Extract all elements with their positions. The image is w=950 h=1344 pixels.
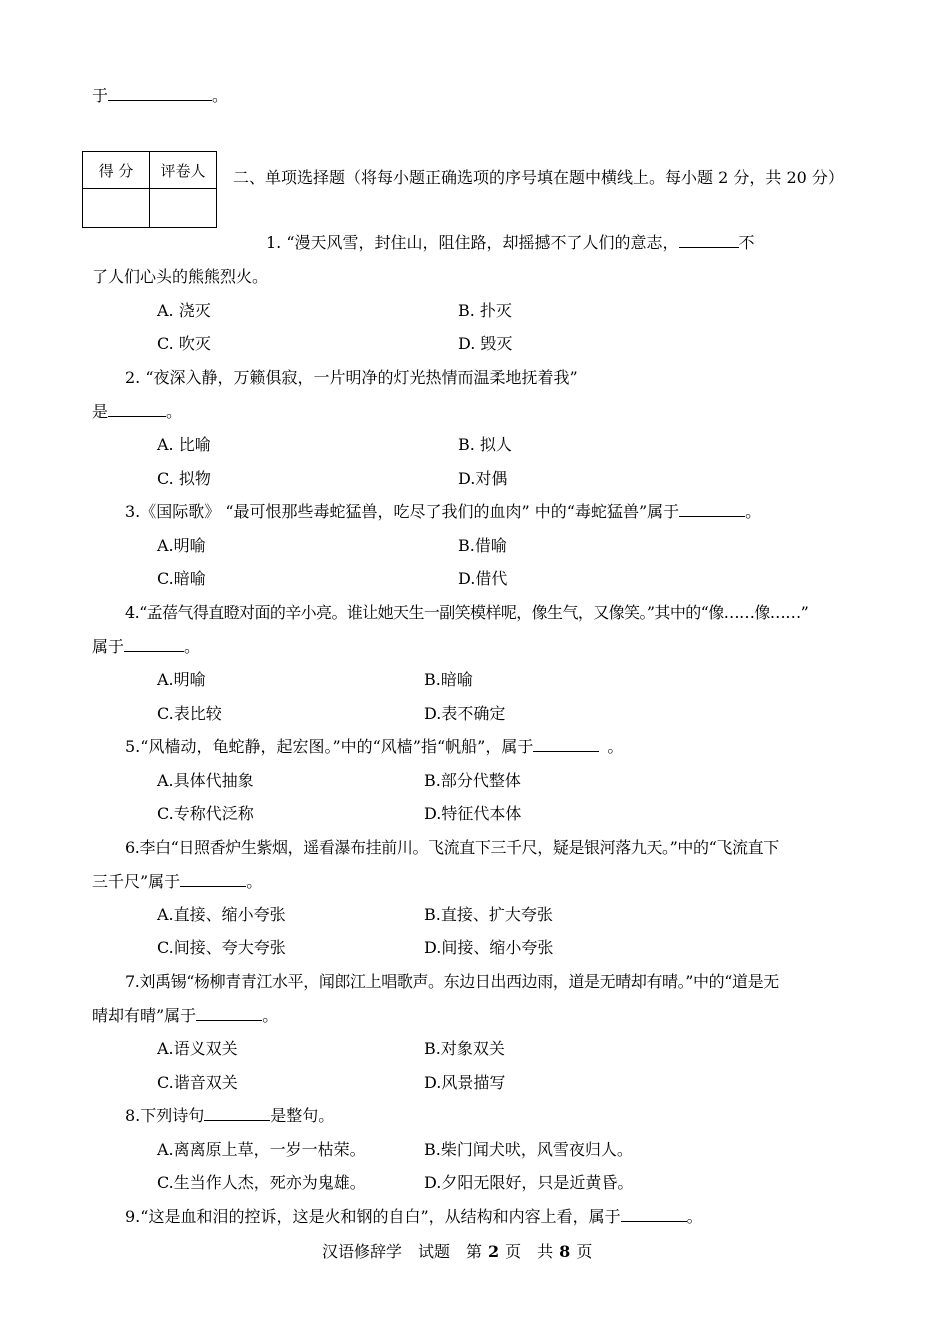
option-a: A.语义双关 — [157, 1039, 238, 1058]
option-d: D. 毁灭 — [458, 334, 513, 353]
question-7: 7.刘禹锡“杨柳青青江水平，闻郎江上唱歌声。东边日出西边雨，道是无晴却有晴。”中的“道是无 — [125, 972, 779, 991]
option-a: A.明喻 — [157, 670, 206, 689]
option-c: C.间接、夸大夸张 — [157, 938, 286, 957]
option-b: B.部分代整体 — [424, 771, 521, 790]
page-total: 8 — [559, 1242, 571, 1261]
answer-blank — [204, 1106, 270, 1121]
score-cell[interactable] — [83, 189, 150, 228]
option-b: B. 扑灭 — [458, 301, 512, 320]
option-b: B.对象双关 — [424, 1039, 505, 1058]
option-b: B.暗喻 — [424, 670, 473, 689]
option-b: B.借喻 — [458, 536, 507, 555]
option-d: D.风景描写 — [424, 1073, 506, 1092]
option-c: C. 吹灭 — [157, 334, 211, 353]
answer-blank — [124, 637, 184, 652]
question-2-cont: 是 。 — [92, 402, 183, 421]
grader-header: 评卷人 — [150, 152, 217, 189]
score-header: 得 分 — [83, 152, 150, 189]
answer-blank — [108, 86, 212, 101]
answer-blank — [621, 1207, 687, 1222]
question-1-cont: 了人们心头的熊熊烈火。 — [92, 267, 269, 286]
option-b: B.直接、扩大夸张 — [424, 905, 553, 924]
option-d: D.对偶 — [458, 469, 508, 488]
option-c: C.表比较 — [157, 704, 222, 723]
question-9: 9.“这是血和泪的控诉，这是火和钢的自白”，从结构和内容上看，属于 。 — [125, 1207, 703, 1226]
option-a: A.具体代抽象 — [157, 771, 254, 790]
answer-blank — [533, 737, 599, 752]
option-d: D.间接、缩小夸张 — [424, 938, 554, 957]
option-d: D.表不确定 — [424, 704, 506, 723]
option-c: C.生当作人杰，死亦为鬼雄。 — [157, 1173, 366, 1192]
option-b: B. 拟人 — [458, 435, 512, 454]
answer-blank — [108, 402, 166, 417]
answer-blank — [679, 502, 745, 517]
option-c: C.谐音双关 — [157, 1073, 238, 1092]
grader-cell[interactable] — [150, 189, 217, 228]
question-4: 4.“孟蓓气得直瞪对面的辛小亮。谁让她天生一副笑模样呢，像生气，又像笑。”其中的“像……像……” — [125, 603, 809, 622]
section-title: 二、单项选择题（将每小题正确选项的序号填在题中横线上。每小题 2 分，共 20 分） — [233, 168, 844, 187]
question-7-cont: 晴却有晴”属于 。 — [92, 1006, 279, 1025]
question-8: 8.下列诗句 是整句。 — [125, 1106, 335, 1125]
question-5: 5.“风樯动，龟蛇静，起宏图。”中的“风樯”指“帆船”，属于 。 — [125, 737, 624, 756]
option-a: A. 浇灭 — [157, 301, 211, 320]
question-6-cont: 三千尺”属于 。 — [92, 872, 263, 891]
option-c: C.专称代泛称 — [157, 804, 254, 823]
option-a: A. 比喻 — [157, 435, 211, 454]
score-table — [82, 151, 217, 228]
option-a: A.直接、缩小夸张 — [157, 905, 286, 924]
answer-blank — [196, 1006, 262, 1021]
question-1: 1. “漫天风雪，封住山，阻住路，却摇撼不了人们的意志， 不 — [266, 233, 755, 252]
question-2: 2. “夜深入静，万籁俱寂，一片明净的灯光热情而温柔地抚着我” — [125, 368, 578, 387]
page-footer: 汉语修辞学 试题 第 2 页 共 8 页 — [322, 1242, 593, 1261]
option-c: C.暗喻 — [157, 569, 206, 588]
option-a: A.明喻 — [157, 536, 206, 555]
question-4-cont: 属于 。 — [92, 637, 201, 656]
answer-blank — [180, 872, 246, 887]
page-number: 2 — [488, 1242, 500, 1261]
continued-line: 于 。 — [92, 86, 229, 105]
question-6: 6.李白“日照香炉生紫烟，遥看瀑布挂前川。飞流直下三千尺，疑是银河落九天。”中的“飞流直下 — [125, 838, 779, 857]
option-d: D.特征代本体 — [424, 804, 522, 823]
option-c: C. 拟物 — [157, 469, 211, 488]
option-b: B.柴门闻犬吠，风雪夜归人。 — [424, 1140, 633, 1159]
option-d: D.借代 — [458, 569, 508, 588]
option-a: A.离离原上草，一岁一枯荣。 — [157, 1140, 366, 1159]
question-3: 3.《国际歌》 “最可恨那些毒蛇猛兽，吃尽了我们的血肉” 中的“毒蛇猛兽”属于 。 — [125, 502, 762, 521]
option-d: D.夕阳无限好，只是近黄昏。 — [424, 1173, 634, 1192]
answer-blank — [679, 233, 739, 248]
